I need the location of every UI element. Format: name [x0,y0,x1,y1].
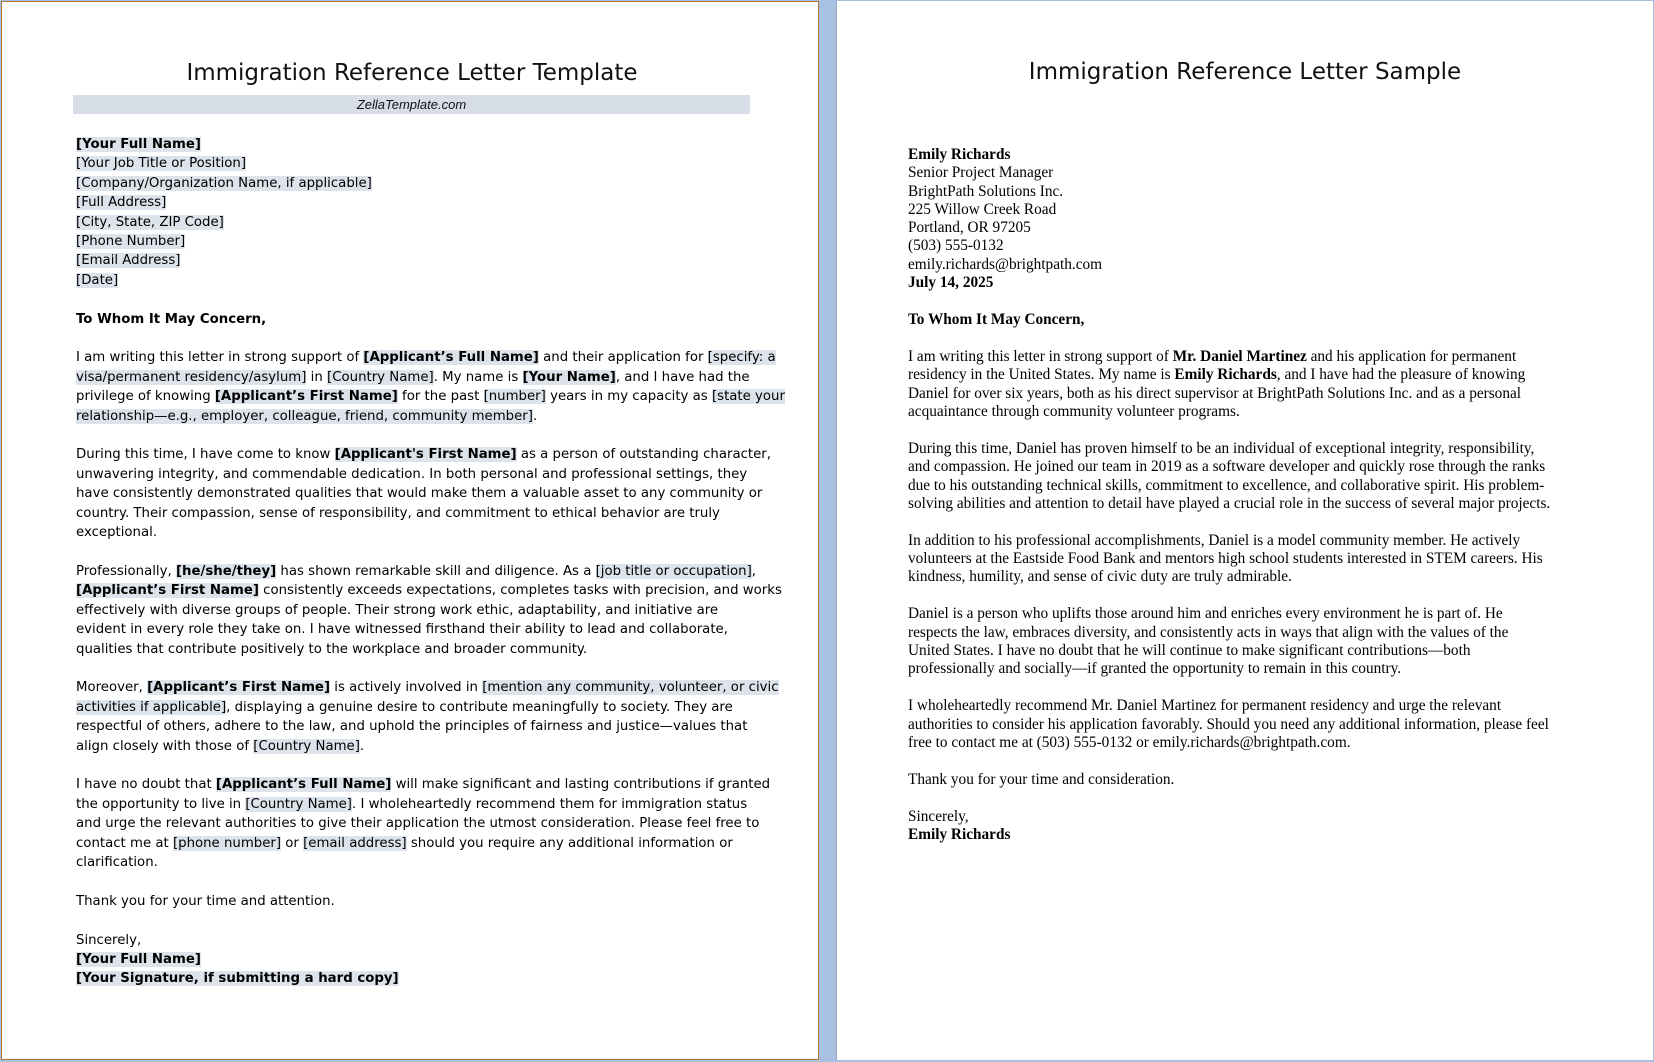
template-letter-body [76,135,785,989]
paragraph-1: I am writing this letter in strong support of [Applicant’s Full Name] and their application for [specify: a visa/permanent residency/asylum] in [Country Name]. My name is [Your Name], and I have had the privilege of knowing [Applicant’s First Name] for the past [number] years in my capacity as [state your relationship—e.g., employer, colleague, friend, community member]. [76,350,785,424]
sample-closing: Sincerely, [908,807,969,825]
sample-title: Immigration Reference Letter Sample [1028,59,1462,85]
address-placeholder: [Full Address] [76,195,167,211]
phone-placeholder: [Phone Number] [76,234,186,250]
date-placeholder: [Date] [76,272,119,288]
thanks-line: Thank you for your time and attention. [76,893,335,909]
sample-paragraph-3: In addition to his professional accomplishments, Daniel is a model community member. He actively volunteers at the Eastside Food Bank and mentors high school students interested in STEM careers. His kindness, humility, and sense of civic duty are truly admirable. [908,531,1543,586]
signature-placeholder: [Your Signature, if submitting a hard copy] [76,971,399,987]
paragraph-2: During this time, I have come to know [Applicant's First Name] as a person of outstanding character, unwavering integrity, and commendable dedication. In both personal and professional settings, they have consistently demonstrated qualities that would make them a valuable asset to any community or country. Their compassion, sense of responsibility, and commitment to ethical behavior are truly exceptional. [76,447,771,541]
sender-name-placeholder: [Your Full Name] [76,137,201,152]
template-page [1,1,819,1060]
company-placeholder: [Company/Organization Name, if applicable] [76,175,372,191]
sample-paragraph-2: During this time, Daniel has proven himself to be an individual of exceptional integrity, responsibility, and compassion. He joined our team in 2019 as a software developer and quickly rose through the ranks due to his outstanding technical skills, commitment to excellence, and collaborative spirit. His problem- solving abilities and attention to detail have played a crucial role in the success of several major projects. [908,439,1551,512]
sender-address: 225 Willow Creek Road [908,200,1057,218]
template-title: Immigration Reference Letter Template [186,60,638,86]
sender-email: emily.richards@brightpath.com [908,255,1103,273]
sender-position: Senior Project Manager [908,164,1054,182]
closing: Sincerely, [76,932,142,948]
sample-paragraph-4: Daniel is a person who uplifts those around him and enriches every environment he is part of. He respects the law, embraces diversity, and consistently acts in ways that align with the values of the United States. I have no doubt that he will continue to make significant contributions—both professionally and socially—if granted the opportunity to remain in this country. [908,605,1509,678]
job-title-placeholder: [Your Job Title or Position] [76,156,247,172]
sample-letter-body [908,146,1588,844]
sample-page [836,1,1653,1060]
paragraph-5: I have no doubt that [Applicant’s Full Name] will make significant and lasting contributions if granted the opportunity to live in [Country Name]. I wholeheartedly recommend them for immigration status and urge the relevant authorities to give their application the utmost consideration. Please feel free to contact me at [phone number] or [email address] should you require any additional information or clarification. [76,777,771,870]
sample-sender-block [908,146,1588,292]
letter-date: July 14, 2025 [908,274,994,292]
sender-company: BrightPath Solutions Inc. [908,182,1064,200]
site-banner: ZellaTemplate.com [73,95,750,114]
sender-phone: (503) 555-0132 [908,237,1004,255]
sample-paragraph-1: I am writing this letter in strong support of Mr. Daniel Martinez and his application for permanent residency in the United States. My name is Emily Richards, and I have had the pleasure of knowing Daniel for over six years, both as his direct supervisor at BrightPath Solutions Inc. and as a personal acquaintance through community volunteer programs. [908,348,1526,420]
sender-name: Emily Richards [908,146,1011,163]
signature-name-placeholder: [Your Full Name] [76,951,201,967]
sample-paragraph-5: I wholeheartedly recommend Mr. Daniel Martinez for permanent residency and urge the relevant authorities to consider his application favorably. Should you need any additional information, please feel free to contact me at (503) 555-0132 or emily.richards@brightpath.com. [908,697,1549,751]
sender-block [76,135,748,290]
sample-salutation: To Whom It May Concern, [908,311,1085,329]
city-placeholder: [City, State, ZIP Code] [76,214,224,230]
email-placeholder: [Email Address] [76,253,181,269]
sample-thanks-line: Thank you for your time and consideration. [908,770,1175,788]
sample-signature-name: Emily Richards [908,826,1011,844]
sender-city: Portland, OR 97205 [908,219,1031,237]
paragraph-3: Professionally, [he/she/they] has shown remarkable skill and diligence. As a [job title or occupation], [Applicant’s First Name] consistently exceeds expectations, completes tasks with precision, and works effectively with diverse groups of people. Their strong work ethic, adaptability, and initiative are evident in every role they take on. I have witnessed firsthand their ability to lead and collaborate, qualities that contribute positively to the workplace and broader community. [76,563,782,657]
salutation: To Whom It May Concern, [76,311,267,327]
paragraph-4: Moreover, [Applicant’s First Name] is actively involved in [mention any community, volunteer, or civic activities if applicable], displaying a genuine desire to contribute meaningfully to society. They are respectful of others, adhere to the law, and uphold the principles of fairness and justice—values that align closely with those of [Country Name]. [76,680,779,754]
